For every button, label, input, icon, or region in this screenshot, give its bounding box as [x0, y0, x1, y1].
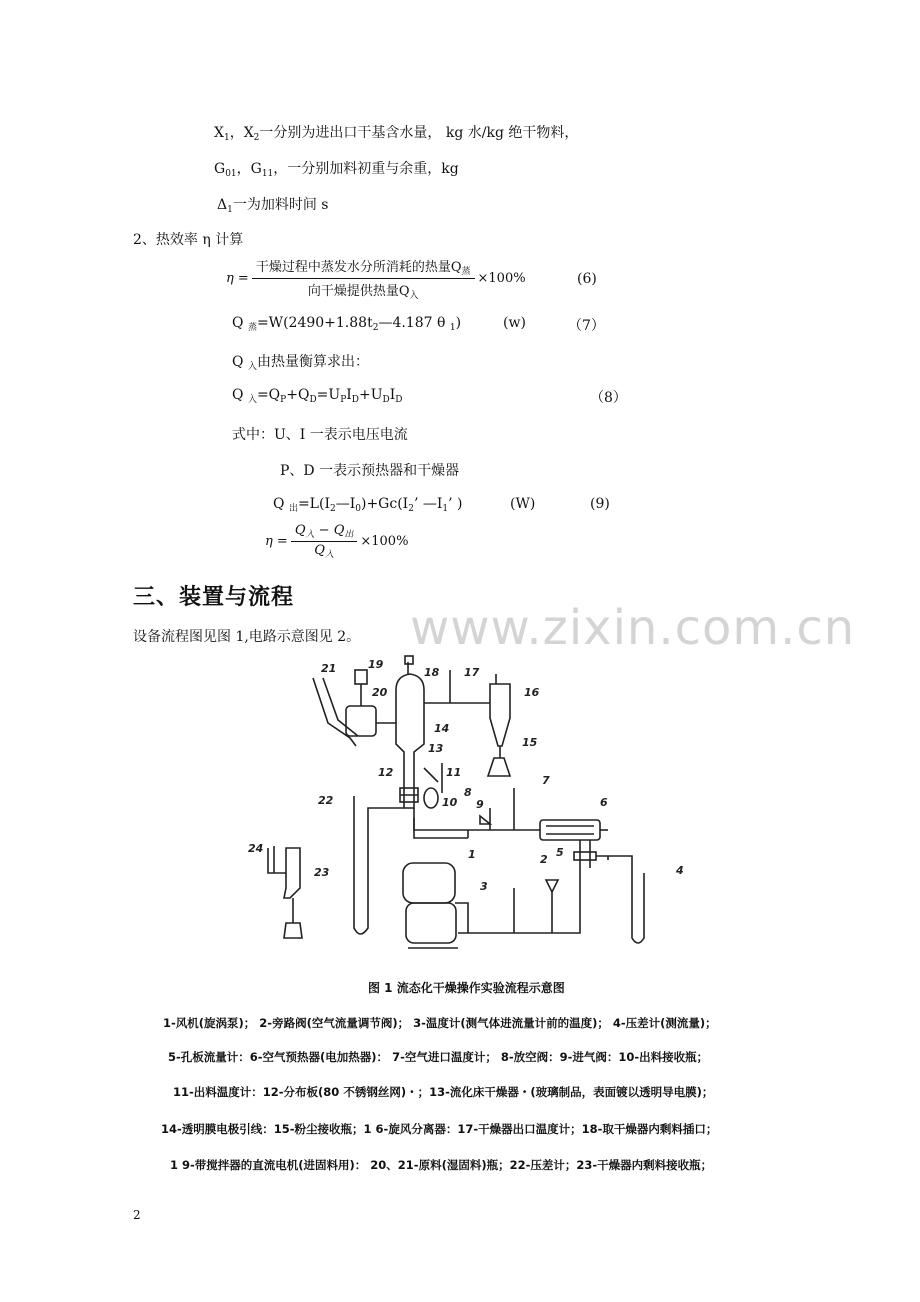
- air-preheater-6: [540, 820, 600, 840]
- def-x: $X_1$，$X_2$一分别为进出口干基含水量， kg 水/kg 绝干物料，: [214, 125, 579, 143]
- manometer-22: [354, 796, 404, 934]
- equation-6: η = $\frac{干燥过程中蒸发水分所消耗的热量Q_蒸}{向干燥提供热量Q_入}$ ×100%: [226, 256, 526, 301]
- diagram-label-2: 2: [540, 853, 548, 866]
- legend-line-3: 11-出料温度计：12-分布板(80 不锈钢丝网)・；13-流化床干燥器・(玻璃制品，表面镀以透明导电膜)；: [173, 1085, 714, 1099]
- section-title: 三、装置与流程: [133, 585, 295, 610]
- diagram-label-11: 11: [446, 766, 462, 779]
- equation-8: Q $_入=Q_P+Q_D=U_PI_D+U_DI_D$: [232, 387, 403, 405]
- orifice-meter-5: [574, 852, 596, 860]
- bypass-valve-2: [546, 880, 558, 892]
- vent-valve-8: [480, 816, 490, 824]
- legend-line-1: 1-风机(旋涡泵)； 2-旁路阀(空气流量调节阀)； 3-温度计(测气体进流量计前的温度)； 4-压差计(测流量)；: [163, 1016, 717, 1030]
- equation-9-unit: (W): [510, 496, 536, 512]
- legend-line-5: 1 9-带搅拌器的直流电机(进固料用)： 20、21-原料(湿固料)瓶；22-压差计；23-干燥器内剩料接收瓶；: [170, 1158, 713, 1172]
- raw-material-bottle-20: [346, 706, 376, 736]
- diagram-label-15: 15: [522, 736, 538, 749]
- equation-7-unit: (w): [503, 315, 526, 331]
- equation-efficiency: η = $\frac{Q_入 - Q_出}{Q_入}$ ×100%: [265, 523, 409, 560]
- intro-paragraph: 设备流程图见图 1,电路示意图见 2。: [133, 629, 361, 645]
- diagram-label-10: 10: [442, 796, 458, 809]
- figure-caption: 图 1 流态化干燥操作实验流程示意图: [368, 981, 565, 995]
- cyclone-separator-16: [490, 684, 510, 746]
- diagram-label-12: 12: [378, 766, 394, 779]
- diagram-label-9: 9: [476, 798, 484, 811]
- equation-7-number: （7）: [568, 318, 605, 334]
- where-line-1: 式中：U、I 一表示电压电流: [232, 427, 408, 443]
- diagram-label-8: 8: [464, 786, 472, 799]
- diagram-label-21: 21: [321, 662, 337, 675]
- diagram-label-19: 19: [368, 658, 384, 671]
- def-delta: $\Delta_1$一为加料时间 s: [217, 197, 329, 215]
- equation-9: Q $_出=L(I_2—I_0)+Gc(I_2$’ $—I_1$’ ): [273, 496, 463, 514]
- equation-8-number: （8）: [590, 390, 627, 406]
- diagram-label-14: 14: [434, 722, 450, 735]
- diagram-label-22: 22: [318, 794, 334, 807]
- equation-6-number: (6): [577, 271, 597, 287]
- equation-7: Q $_蒸=W(2490+1.88t_2—4.187$ θ $_1$): [232, 315, 462, 333]
- diagram-label-5: 5: [556, 846, 564, 859]
- diagram-label-23: 23: [314, 866, 330, 879]
- sample-port-18: [405, 656, 413, 664]
- manometer-4: [596, 856, 644, 943]
- diagram-label-1: 1: [468, 848, 476, 861]
- remaining-material-bottle-23: [284, 848, 300, 898]
- item2-title: 2、热效率 η 计算: [133, 232, 244, 248]
- diagram-label-24: 24: [248, 842, 264, 855]
- page-number: 2: [133, 1208, 141, 1222]
- equation-9-number: (9): [590, 496, 610, 512]
- legend-line-4: 14-透明膜电极引线：15-粉尘接收瓶；1 6-旋风分离器：17-干燥器出口温度计；18-取干燥器内剩料插口；: [161, 1122, 718, 1136]
- diagram-label-6: 6: [600, 796, 608, 809]
- blower-1: [403, 863, 455, 903]
- where-line-2: P、D 一表示预热器和干燥器: [280, 463, 460, 479]
- outlet-bottle-10: [424, 788, 438, 808]
- watermark: www.zixin.com.cn: [410, 600, 856, 656]
- flow-diagram: [228, 648, 728, 964]
- diagram-label-18: 18: [424, 666, 440, 679]
- diagram-label-13: 13: [428, 742, 444, 755]
- dust-bottle-15: [488, 758, 510, 776]
- diagram-label-7: 7: [542, 774, 550, 787]
- qin-statement: Q $_入$由热量衡算求出：: [232, 354, 369, 372]
- def-g: $G_{01}$，$G_{11}$，一分别加料初重与余重，kg: [214, 161, 459, 179]
- dc-motor-19: [355, 670, 367, 684]
- diagram-label-16: 16: [524, 686, 540, 699]
- diagram-label-4: 4: [676, 864, 684, 877]
- diagram-label-20: 20: [372, 686, 388, 699]
- legend-line-2: 5-孔板流量计：6-空气预热器(电加热器)： 7-空气进口温度计； 8-放空阀：9-进气阀：10-出料接收瓶；: [168, 1050, 709, 1064]
- diagram-label-17: 17: [464, 666, 480, 679]
- diagram-label-3: 3: [480, 880, 488, 893]
